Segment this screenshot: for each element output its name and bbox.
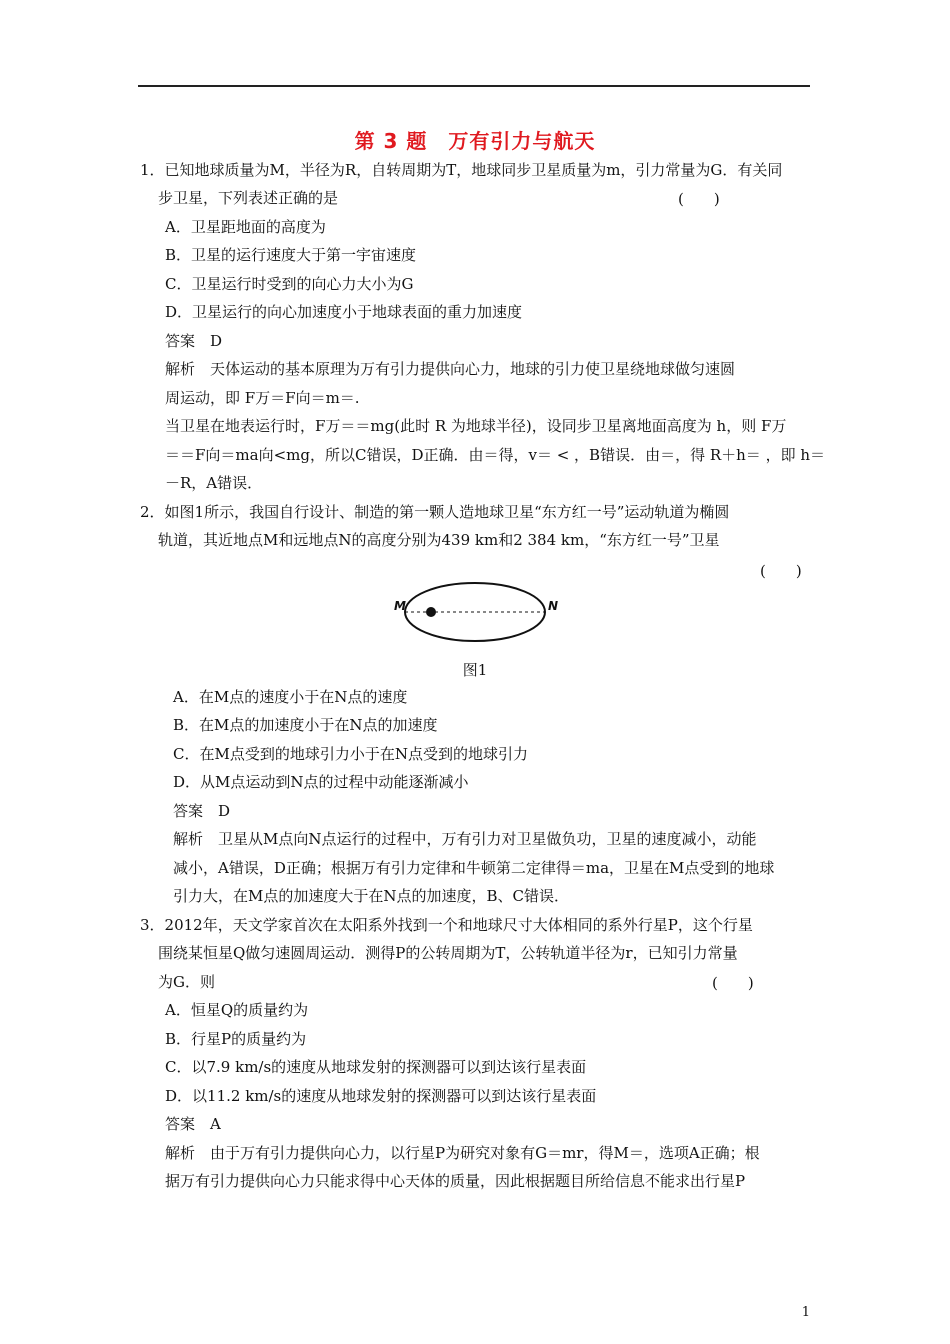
q3-option-b: B．行星P的质量约为 [165, 1030, 307, 1048]
q2-analysis-line2: 减小，A错误，D正确；根据万有引力定律和牛顿第二定律得＝ma，卫星在M点受到的地球 [173, 859, 775, 877]
q3-analysis-line2: 据万有引力提供向心力只能求得中心天体的质量，因此根据题目所给信息不能求出行星P [165, 1172, 746, 1190]
figure-caption: 图1 [462, 661, 488, 679]
q3-stem-line3: 为G．则 [158, 973, 215, 991]
q2-option-d: D．从M点运动到N点的过程中动能逐渐减小 [173, 773, 469, 791]
q3-option-a: A．恒星Q的质量约为 [165, 1001, 309, 1019]
q3-stem-line1: 3．2012年，天文学家首次在太阳系外找到一个和地球尺寸大体相同的系外行星P，这个行星 [140, 916, 753, 934]
header-rule [138, 85, 810, 87]
q1-option-b: B．卫星的运行速度大于第一宇宙速度 [165, 246, 417, 264]
q1-analysis-line5: －R，A错误． [165, 474, 263, 492]
q2-answer-paren: ( ) [760, 562, 802, 580]
q2-answer: 答案 D [173, 802, 231, 820]
q2-analysis-line3: 引力大，在M点的加速度大于在N点的加速度，B、C错误． [173, 887, 569, 905]
q1-option-a: A．卫星距地面的高度为 [165, 218, 326, 236]
page-number: 1 [801, 1305, 810, 1320]
q2-stem-line1: 2．如图1所示，我国自行设计、制造的第一颗人造地球卫星“东方红一号”运动轨道为椭圆 [140, 503, 730, 521]
q3-stem-line2: 围绕某恒星Q做匀速圆周运动．测得P的公转周期为T，公转轨道半径为r，已知引力常量 [158, 944, 738, 962]
q1-answer-paren: ( ) [678, 190, 720, 208]
q1-option-d: D．卫星运行的向心加速度小于地球表面的重力加速度 [165, 303, 523, 321]
q1-analysis-line3: 当卫星在地表运行时，F万＝＝mg(此时 R 为地球半径)，设同步卫星离地面高度为 h，则 F万 [165, 417, 787, 435]
q2-option-a: A．在M点的速度小于在N点的速度 [173, 688, 408, 706]
earth-dot [426, 607, 436, 617]
q3-answer: 答案 A [165, 1115, 221, 1133]
q1-stem-line2: 步卫星，下列表述正确的是 [158, 189, 339, 207]
label-n: N [548, 599, 559, 613]
q3-answer-paren: ( ) [712, 974, 754, 992]
label-m: M [394, 599, 406, 613]
q2-option-c: C．在M点受到的地球引力小于在N点受到的地球引力 [173, 745, 528, 763]
q2-stem-line2: 轨道，其近地点M和远地点N的高度分别为439 km和2 384 km，“东方红一号”卫星 [158, 531, 720, 549]
q3-option-c: C．以7.9 km/s的速度从地球发射的探测器可以到达该行星表面 [165, 1058, 587, 1076]
q1-analysis-line4: ＝＝F向＝ma向<mg，所以C错误，D正确．由＝得，v＝ < ，B错误．由＝，得 R＋h＝ ，即 h＝ [165, 446, 825, 464]
q2-option-b: B．在M点的加速度小于在N点的加速度 [173, 716, 438, 734]
q1-answer: 答案 D [165, 332, 223, 350]
q2-analysis-line1: 解析 卫星从M点向N点运行的过程中，万有引力对卫星做负功，卫星的速度减小，动能 [173, 830, 757, 848]
q1-analysis-line2: 周运动，即 F万＝F向＝m＝. [165, 389, 360, 407]
q3-option-d: D．以11.2 km/s的速度从地球发射的探测器可以到达该行星表面 [165, 1087, 597, 1105]
page-title: 第 3 题 万有引力与航天 [354, 129, 596, 153]
q3-analysis-line1: 解析 由于万有引力提供向心力，以行星P为研究对象有G＝mr，得M＝，选项A正确；根 [165, 1144, 760, 1162]
q1-option-c: C．卫星运行时受到的向心力大小为G [165, 275, 414, 293]
q1-analysis-line1: 解析 天体运动的基本原理为万有引力提供向心力，地球的引力使卫星绕地球做匀速圆 [165, 360, 736, 378]
orbit-diagram [390, 575, 570, 645]
q1-stem-line1: 1．已知地球质量为M，半径为R，自转周期为T，地球同步卫星质量为m，引力常量为G．有关同 [140, 161, 783, 179]
